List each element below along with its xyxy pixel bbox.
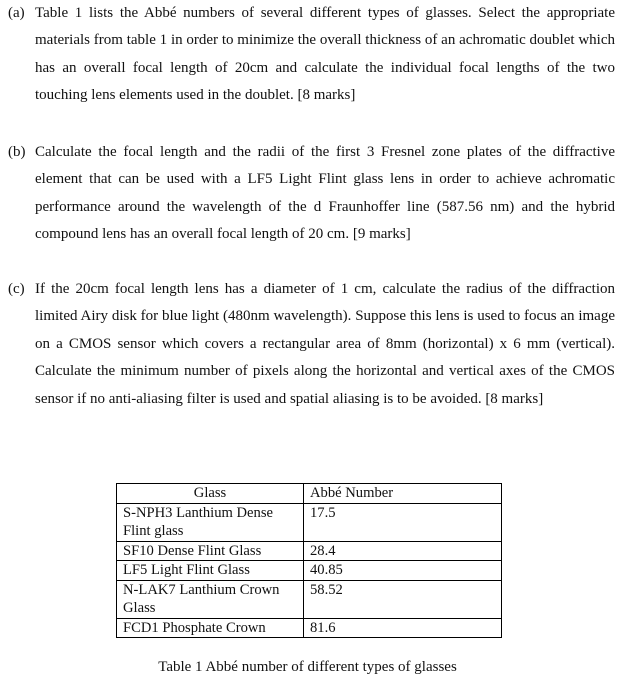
abbe-cell: 28.4 — [304, 541, 502, 561]
header-glass: Glass — [117, 484, 304, 504]
table-row — [117, 618, 502, 638]
question-b-label: (b) — [8, 144, 26, 160]
table-row — [117, 541, 502, 561]
abbe-cell: 81.6 — [304, 618, 502, 638]
glass-cell: S-NPH3 Lanthium Dense Flint glass — [117, 503, 304, 541]
glass-cell: SF10 Dense Flint Glass — [117, 541, 304, 561]
header-abbe-number: Abbé Number — [304, 484, 502, 504]
question-a-label: (a) — [8, 5, 25, 21]
question-c-text: If the 20cm focal length lens has a diameter of 1 cm, calculate the radius of the diffraction limited Airy disk for blue light (480nm wavelength). Suppose this lens is used to focus an image on a CMOS sensor which covers a rectangular area of 8mm (horizontal) x 6 mm (vertical). Calculate the minimum number of pixels along the horizontal and vertical axes of the CMOS sensor if no anti-aliasing filter is used and spatial aliasing is to be avoided. [8 marks] — [35, 281, 615, 407]
abbe-cell: 40.85 — [304, 561, 502, 581]
question-b-text: Calculate the focal length and the radii of the first 3 Fresnel zone plates of the diffractive element that can be used with a LF5 Light Flint glass lens in order to achieve achromatic performance around the wavelength of the d Fraunhoffer line (587.56 nm) and the hybrid compound lens has an overall focal length of 20 cm. [9 marks] — [35, 144, 615, 243]
table-caption: Table 1 Abbé number of different types of glasses — [158, 659, 457, 675]
abbe-table — [116, 483, 502, 638]
abbe-cell: 58.52 — [304, 580, 502, 618]
glass-cell: N-LAK7 Lanthium Crown Glass — [117, 580, 304, 618]
question-a-text: Table 1 lists the Abbé numbers of several different types of glasses. Select the appropriate materials from table 1 in order to minimize the overall thickness of an achromatic doublet which has an overall focal length of 20cm and calculate the individual focal lengths of the two touching lens elements used in the doublet. [8 marks] — [35, 5, 615, 104]
table-row — [117, 580, 502, 618]
question-c-label: (c) — [8, 281, 25, 297]
glass-cell: FCD1 Phosphate Crown — [117, 618, 304, 638]
table-row — [117, 503, 502, 541]
table-header-row — [117, 484, 502, 504]
abbe-cell: 17.5 — [304, 503, 502, 541]
glass-cell: LF5 Light Flint Glass — [117, 561, 304, 581]
table-row — [117, 561, 502, 581]
